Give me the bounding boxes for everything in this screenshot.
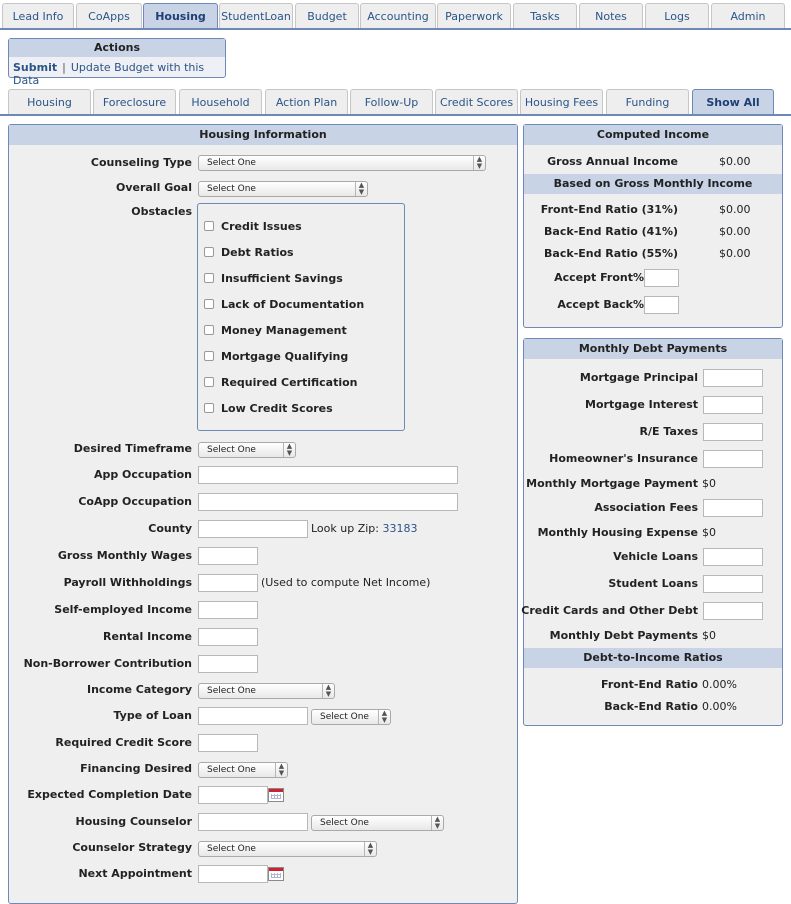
monthly-mortgage-payment-value: $0 xyxy=(702,477,716,490)
checkbox[interactable] xyxy=(204,299,214,309)
calendar-icon[interactable] xyxy=(268,788,284,802)
rental-income-label: Rental Income xyxy=(103,630,192,643)
subtab-show-all[interactable]: Show All xyxy=(692,89,774,115)
actions-title: Actions xyxy=(9,39,225,57)
self-employed-income-label: Self-employed Income xyxy=(54,603,192,616)
non-borrower-contribution-label: Non-Borrower Contribution xyxy=(23,657,192,670)
vehicle-loans-input[interactable] xyxy=(703,548,763,566)
housing-counselor-label: Housing Counselor xyxy=(75,815,192,828)
type-of-loan-input[interactable] xyxy=(198,707,308,725)
tab-paperwork[interactable]: Paperwork xyxy=(437,3,511,29)
front-end-31-label: Front-End Ratio (31%) xyxy=(540,203,678,216)
payroll-withholdings-note: (Used to compute Net Income) xyxy=(261,576,431,589)
subtab-funding[interactable]: Funding xyxy=(606,89,689,115)
tab-housing[interactable]: Housing xyxy=(143,3,218,29)
gross-annual-income-value: $0.00 xyxy=(719,155,751,168)
tab-tasks[interactable]: Tasks xyxy=(513,3,577,29)
association-fees-input[interactable] xyxy=(703,499,763,517)
monthly-debt-payments-title: Monthly Debt Payments xyxy=(524,339,782,359)
obstacle-mortgage-qualifying[interactable] xyxy=(204,349,348,363)
obstacle-label: Money Management xyxy=(221,323,347,337)
accept-front-input[interactable] xyxy=(644,269,679,287)
next-appointment-label: Next Appointment xyxy=(78,867,192,880)
payroll-withholdings-input[interactable] xyxy=(198,574,258,592)
financing-desired-value: Select One xyxy=(207,765,256,775)
expected-completion-date-label: Expected Completion Date xyxy=(27,788,192,801)
association-fees-label: Association Fees xyxy=(594,501,698,514)
tab-logs[interactable]: Logs xyxy=(645,3,709,29)
select-arrows-icon: ▲ ▼ xyxy=(283,443,295,457)
counseling-type-value: Select One xyxy=(207,158,256,168)
income-category-select[interactable] xyxy=(198,683,335,699)
subtab-housing-fees[interactable]: Housing Fees xyxy=(520,89,603,115)
overall-goal-label: Overall Goal xyxy=(116,181,192,194)
app-occupation-label: App Occupation xyxy=(93,468,192,481)
obstacle-low-credit-scores[interactable] xyxy=(204,401,333,415)
checkbox[interactable] xyxy=(204,351,214,361)
monthly-mortgage-payment-label: Monthly Mortgage Payment xyxy=(526,477,698,490)
checkbox[interactable] xyxy=(204,247,214,257)
obstacle-label: Lack of Documentation xyxy=(221,297,365,311)
tab-accounting[interactable]: Accounting xyxy=(360,3,436,29)
monthly-housing-expense-value: $0 xyxy=(702,526,716,539)
gross-monthly-wages-label: Gross Monthly Wages xyxy=(57,549,192,562)
back-end-55-label: Back-End Ratio (55%) xyxy=(544,247,678,260)
county-input[interactable] xyxy=(198,520,308,538)
overall-goal-value: Select One xyxy=(207,184,256,194)
front-end-ratio-label: Front-End Ratio xyxy=(601,678,698,691)
accept-back-input[interactable] xyxy=(644,296,679,314)
credit-cards-input[interactable] xyxy=(703,602,763,620)
required-credit-score-label: Required Credit Score xyxy=(55,736,192,749)
housing-counselor-select-value: Select One xyxy=(320,818,369,828)
gross-annual-income-label: Gross Annual Income xyxy=(547,155,678,168)
obstacle-label: Mortgage Qualifying xyxy=(221,349,349,363)
next-appointment-input[interactable] xyxy=(198,865,268,883)
coapp-occupation-label: CoApp Occupation xyxy=(78,495,192,508)
housing-information-title: Housing Information xyxy=(9,125,517,145)
obstacle-label: Credit Issues xyxy=(221,219,302,233)
mortgage-principal-input[interactable] xyxy=(703,369,763,387)
obstacle-insufficient-savings[interactable] xyxy=(204,271,343,285)
tab-coapps[interactable]: CoApps xyxy=(76,3,142,29)
debt-to-income-ratios-header: Debt-to-Income Ratios xyxy=(524,648,782,668)
monthly-debt-payments-label: Monthly Debt Payments xyxy=(549,629,698,642)
submit-link[interactable]: Submit xyxy=(13,61,58,74)
checkbox[interactable] xyxy=(204,325,214,335)
obstacle-money-management[interactable] xyxy=(204,323,347,337)
tab-notes[interactable]: Notes xyxy=(579,3,643,29)
counselor-strategy-label: Counselor Strategy xyxy=(72,841,192,854)
actions-box xyxy=(8,38,226,87)
coapp-occupation-input[interactable] xyxy=(198,493,458,511)
type-of-loan-select[interactable] xyxy=(311,709,391,725)
based-on-gross-monthly-income-header: Based on Gross Monthly Income xyxy=(524,174,782,194)
checkbox[interactable] xyxy=(204,221,214,231)
select-arrows-icon: ▲ ▼ xyxy=(431,816,443,830)
back-end-55-value: $0.00 xyxy=(719,247,751,260)
housing-counselor-input[interactable] xyxy=(198,813,308,831)
subtab-foreclosure[interactable]: Foreclosure xyxy=(93,89,176,115)
subtab-housing[interactable]: Housing xyxy=(8,89,91,115)
subtab-follow-up[interactable]: Follow-Up xyxy=(350,89,433,115)
financing-desired-select[interactable] xyxy=(198,762,288,778)
front-end-31-value: $0.00 xyxy=(719,203,751,216)
rental-income-input[interactable] xyxy=(198,628,258,646)
housing-counselor-select[interactable] xyxy=(311,815,444,831)
lookup-zip-label: Look up Zip: xyxy=(311,522,379,535)
tab-lead-info[interactable]: Lead Info xyxy=(2,3,74,29)
obstacle-lack-of-documentation[interactable] xyxy=(204,297,364,311)
back-end-41-label: Back-End Ratio (41%) xyxy=(544,225,678,238)
monthly-housing-expense-label: Monthly Housing Expense xyxy=(537,526,698,539)
select-arrows-icon: ▲ ▼ xyxy=(275,763,287,777)
obstacles-list xyxy=(197,203,405,431)
student-loans-label: Student Loans xyxy=(608,577,698,590)
counselor-strategy-value: Select One xyxy=(207,844,256,854)
obstacle-required-certification[interactable] xyxy=(204,375,358,389)
actions-separator: | xyxy=(62,61,66,74)
obstacles-label: Obstacles xyxy=(131,205,192,218)
counseling-type-select[interactable] xyxy=(198,155,486,171)
monthly-debt-payments-panel xyxy=(523,338,783,726)
gross-monthly-wages-input[interactable] xyxy=(198,547,258,565)
counselor-strategy-select[interactable] xyxy=(198,841,377,857)
credit-cards-label: Credit Cards and Other Debt xyxy=(521,604,698,617)
app-occupation-input[interactable] xyxy=(198,466,458,484)
county-label: County xyxy=(148,522,192,535)
accept-front-label: Accept Front% xyxy=(554,271,644,284)
type-of-loan-select-value: Select One xyxy=(320,712,369,722)
select-arrows-icon: ▲ ▼ xyxy=(322,684,334,698)
update-budget-link[interactable]: Update Budget with this Data xyxy=(13,61,205,87)
student-loans-input[interactable] xyxy=(703,575,763,593)
obstacle-label: Insufficient Savings xyxy=(221,271,343,285)
financing-desired-label: Financing Desired xyxy=(80,762,192,775)
subtab-credit-scores[interactable]: Credit Scores xyxy=(435,89,518,115)
desired-timeframe-value: Select One xyxy=(207,445,256,455)
top-tab-underline xyxy=(0,28,791,30)
back-end-41-value: $0.00 xyxy=(719,225,751,238)
computed-income-title: Computed Income xyxy=(524,125,782,145)
overall-goal-select[interactable] xyxy=(198,181,368,197)
actions-row xyxy=(9,57,225,91)
subtab-household[interactable]: Household xyxy=(179,89,262,115)
subtab-action-plan[interactable]: Action Plan xyxy=(265,89,348,115)
monthly-debt-payments-value: $0 xyxy=(702,629,716,642)
desired-timeframe-label: Desired Timeframe xyxy=(73,442,192,455)
select-arrows-icon: ▲ ▼ xyxy=(355,182,367,196)
tab-studentloan[interactable]: StudentLoan xyxy=(219,3,293,29)
select-arrows-icon: ▲ ▼ xyxy=(473,156,485,170)
calendar-icon[interactable] xyxy=(268,867,284,881)
homeowners-insurance-label: Homeowner's Insurance xyxy=(549,452,698,465)
re-taxes-label: R/E Taxes xyxy=(639,425,698,438)
tab-admin[interactable]: Admin xyxy=(711,3,785,29)
income-category-value: Select One xyxy=(207,686,256,696)
mortgage-interest-label: Mortgage Interest xyxy=(585,398,698,411)
checkbox[interactable] xyxy=(204,273,214,283)
type-of-loan-label: Type of Loan xyxy=(113,709,192,722)
non-borrower-contribution-input[interactable] xyxy=(198,655,258,673)
payroll-withholdings-label: Payroll Withholdings xyxy=(63,576,192,589)
checkbox[interactable] xyxy=(204,377,214,387)
select-arrows-icon: ▲ ▼ xyxy=(378,710,390,724)
back-end-ratio-label: Back-End Ratio xyxy=(604,700,698,713)
income-category-label: Income Category xyxy=(87,683,192,696)
back-end-ratio-value: 0.00% xyxy=(702,700,737,713)
obstacle-label: Required Certification xyxy=(221,375,358,389)
accept-back-label: Accept Back% xyxy=(557,298,644,311)
obstacle-label: Low Credit Scores xyxy=(221,401,333,415)
sub-tab-underline xyxy=(0,114,791,116)
homeowners-insurance-input[interactable] xyxy=(703,450,763,468)
tab-budget[interactable]: Budget xyxy=(295,3,359,29)
mortgage-principal-label: Mortgage Principal xyxy=(579,371,698,384)
counseling-type-label: Counseling Type xyxy=(90,156,192,169)
zip-link[interactable]: 33183 xyxy=(382,522,418,535)
lookup-zip-text xyxy=(311,522,418,535)
front-end-ratio-value: 0.00% xyxy=(702,678,737,691)
select-arrows-icon: ▲ ▼ xyxy=(364,842,376,856)
obstacle-label: Debt Ratios xyxy=(221,245,294,259)
checkbox[interactable] xyxy=(204,403,214,413)
self-employed-income-input[interactable] xyxy=(198,601,258,619)
required-credit-score-input[interactable] xyxy=(198,734,258,752)
mortgage-interest-input[interactable] xyxy=(703,396,763,414)
vehicle-loans-label: Vehicle Loans xyxy=(613,550,698,563)
computed-income-panel xyxy=(523,124,783,328)
expected-completion-date-input[interactable] xyxy=(198,786,268,804)
re-taxes-input[interactable] xyxy=(703,423,763,441)
desired-timeframe-select[interactable] xyxy=(198,442,296,458)
obstacle-credit-issues[interactable] xyxy=(204,219,302,233)
obstacle-debt-ratios[interactable] xyxy=(204,245,294,259)
